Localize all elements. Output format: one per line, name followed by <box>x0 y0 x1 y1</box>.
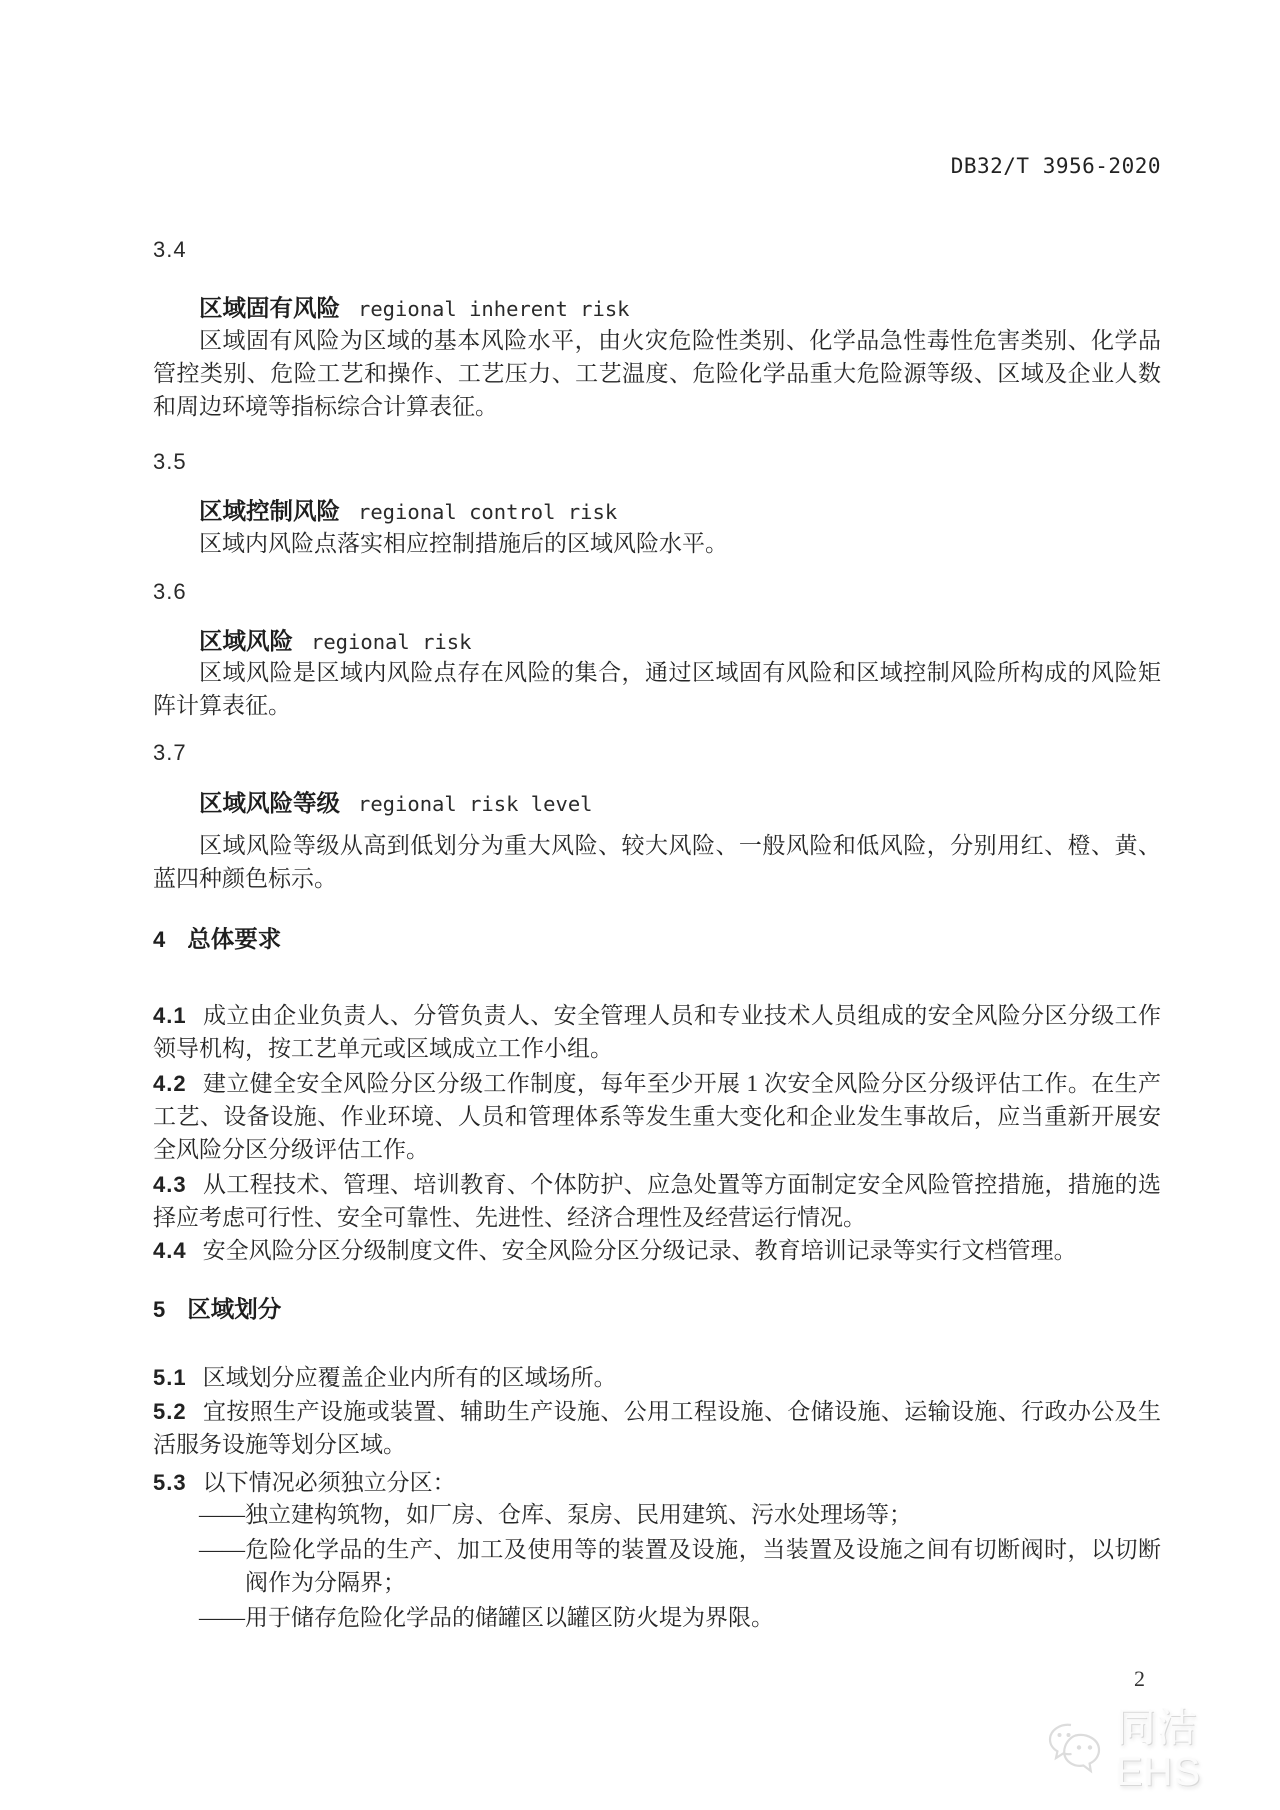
clause-number: 4.4 <box>153 1238 187 1263</box>
chapter-4-heading <box>153 923 1161 956</box>
clause-number: 5.3 <box>153 1470 187 1495</box>
document-body <box>153 0 1161 1810</box>
clause-number: 4.1 <box>153 1003 187 1028</box>
term-en: regional risk level <box>358 792 593 816</box>
chapter-number: 5 <box>153 1297 166 1322</box>
list-item: ——用于储存危险化学品的储罐区以罐区防火堤为界限。 <box>199 1605 774 1630</box>
list-item: ——独立建构筑物，如厂房、仓库、泵房、民用建筑、污水处理场等； <box>199 1502 912 1527</box>
clause-number-3-5: 3.5 <box>153 449 187 474</box>
clause-text: 区域划分应覆盖企业内所有的区域场所。 <box>202 1365 617 1390</box>
clause-5-3 <box>153 1466 1161 1499</box>
chapter-5-heading <box>153 1293 1161 1326</box>
term-title-3-6 <box>153 625 1161 659</box>
clause-5-1 <box>153 1361 1161 1394</box>
clause-5-2 <box>153 1395 1161 1461</box>
clause-number: 4.3 <box>153 1172 187 1197</box>
wechat-icon <box>1044 1720 1108 1781</box>
clause-number-3-6: 3.6 <box>153 579 187 604</box>
watermark <box>1044 1706 1280 1794</box>
page-number: 2 <box>1134 1666 1145 1691</box>
term-title-3-7 <box>153 787 1161 821</box>
chapter-number: 4 <box>153 927 166 952</box>
term-zh: 区域风险等级 <box>199 790 340 816</box>
clause-4-2 <box>153 1067 1161 1166</box>
chapter-title: 区域划分 <box>187 1296 282 1322</box>
chapter-title: 总体要求 <box>187 926 282 952</box>
term-en: regional control risk <box>358 500 618 524</box>
clause-number-3-4: 3.4 <box>153 237 187 262</box>
definition-text-3-6: 区域风险是区域内风险点存在风险的集合，通过区域固有风险和区域控制风险所构成的风险矩阵计算表征。 <box>153 660 1161 718</box>
term-zh: 区域风险 <box>199 628 293 654</box>
term-zh: 区域控制风险 <box>199 498 340 524</box>
term-title-3-4 <box>153 292 1161 326</box>
clause-number: 5.2 <box>153 1399 187 1424</box>
list-item: ——危险化学品的生产、加工及使用等的装置及设施，当装置及设施之间有切断阀时，以切断阀作为分隔界； <box>199 1537 1161 1595</box>
clause-number: 5.1 <box>153 1365 187 1390</box>
term-en: regional inherent risk <box>358 297 630 321</box>
clause-text: 宜按照生产设施或装置、辅助生产设施、公用工程设施、仓储设施、运输设施、行政办公及生活服务设施等划分区域。 <box>153 1399 1161 1457</box>
clause-text: 建立健全安全风险分区分级工作制度，每年至少开展 1 次安全风险分区分级评估工作。在生产工艺、设备设施、作业环境、人员和管理体系等发生重大变化和企业发生事故后，应当重新开展安全风险分区分级评估工作。 <box>153 1071 1161 1162</box>
standard-code-header: DB32/T 3956-2020 <box>950 154 1161 178</box>
clause-4-1 <box>153 999 1161 1065</box>
clause-number: 4.2 <box>153 1071 187 1096</box>
term-title-3-5 <box>153 495 1161 529</box>
term-en: regional risk <box>311 630 472 654</box>
watermark-label: 同洁EHS <box>1116 1706 1202 1794</box>
clause-4-4 <box>153 1234 1161 1267</box>
clause-4-3 <box>153 1168 1161 1234</box>
clause-text: 安全风险分区分级制度文件、安全风险分区分级记录、教育培训记录等实行文档管理。 <box>202 1238 1077 1263</box>
term-zh: 区域固有风险 <box>199 295 340 321</box>
definition-text-3-5: 区域内风险点落实相应控制措施后的区域风险水平。 <box>199 531 728 556</box>
clause-text: 从工程技术、管理、培训教育、个体防护、应急处置等方面制定安全风险管控措施，措施的选择应考虑可行性、安全可靠性、先进性、经济合理性及经营运行情况。 <box>153 1172 1161 1230</box>
clause-number-3-7: 3.7 <box>153 740 187 765</box>
definition-text-3-7: 区域风险等级从高到低划分为重大风险、较大风险、一般风险和低风险，分别用红、橙、黄、蓝四种颜色标示。 <box>153 833 1161 891</box>
definition-text-3-4: 区域固有风险为区域的基本风险水平，由火灾危险性类别、化学品急性毒性危害类别、化学品管控类别、危险工艺和操作、工艺压力、工艺温度、危险化学品重大危险源等级、区域及企业人数和周边环境等指标综合计算表征。 <box>153 328 1161 419</box>
clause-text: 成立由企业负责人、分管负责人、安全管理人员和专业技术人员组成的安全风险分区分级工作领导机构，按工艺单元或区域成立工作小组。 <box>153 1003 1161 1061</box>
clause-text: 以下情况必须独立分区： <box>202 1470 456 1495</box>
